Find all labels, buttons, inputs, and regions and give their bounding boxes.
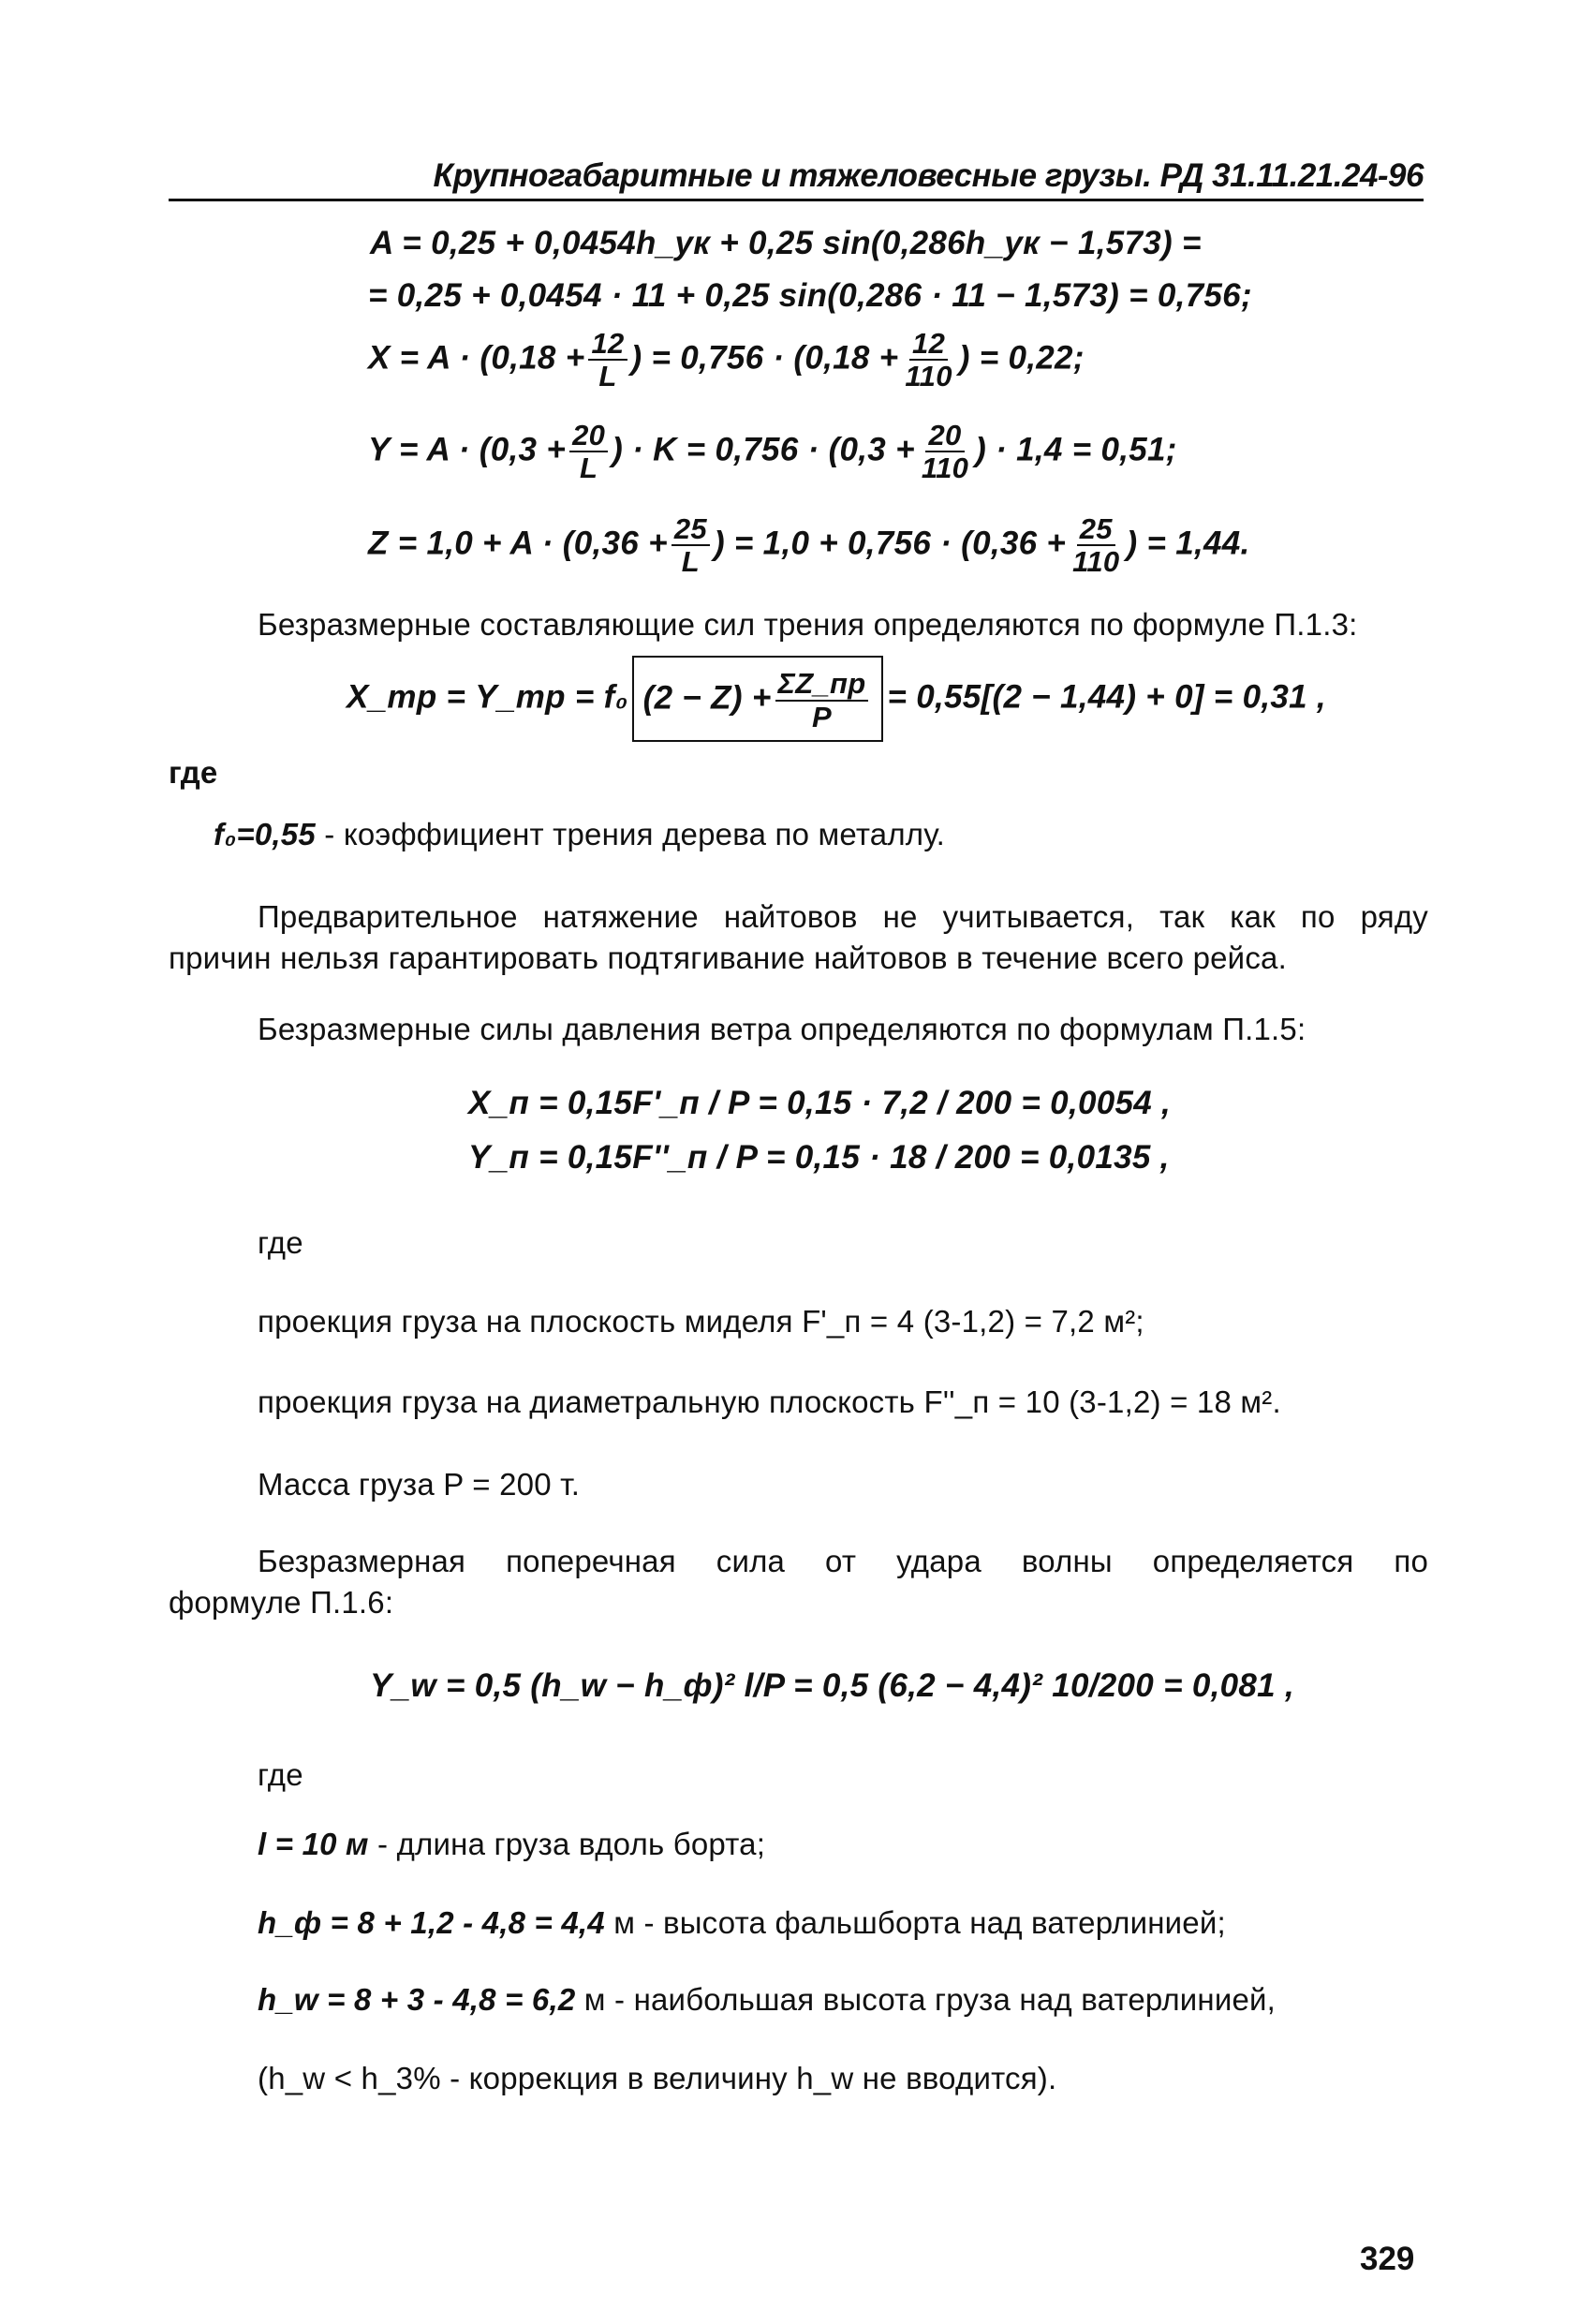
fraction-denominator: L [598,360,617,393]
equation-z [368,513,1250,578]
fraction [1070,513,1122,578]
equation-friction-part-b: = 0,55[(2 − 1,44) + 0] = 0,31 , [887,678,1326,716]
definition-f0 [214,817,945,852]
fraction [569,420,608,484]
equation-z-part-b: ) = 1,0 + 0,756 · (0,36 + [713,525,1067,562]
fraction [672,513,710,578]
equation-x-part-b: ) = 0,756 · (0,18 + [630,339,899,377]
definition-text: проекция груза на плоскость миделя [258,1304,793,1339]
fraction-numerator: 20 [569,420,608,452]
definition-diametral [258,1384,1281,1420]
definition-text: - коэффициент трения дерева по металлу. [324,817,946,851]
fraction-denominator: L [681,545,701,579]
header-rule [169,199,1424,201]
paragraph-wave-intro-line2: формуле П.1.6: [169,1585,394,1620]
definition-hf [258,1905,1226,1941]
definition-symbol: h_w = 8 + 3 - 4,8 = 6,2 [258,1982,576,2017]
where-label-1: где [169,755,218,790]
equation-x-part-c: ) = 0,22; [958,339,1085,377]
fraction-numerator: 12 [909,328,948,361]
definition-midship [258,1304,1144,1340]
paragraph-wind-intro: Безразмерные силы давления ветра определяются по формулам П.1.5: [258,1012,1306,1046]
fraction [775,668,869,733]
fraction-denominator: 110 [905,360,952,393]
equation-wave: Y_w = 0,5 (h_w − h_ф)² l/P = 0,5 (6,2 − 4,4)² 10/200 = 0,081 , [370,1667,1294,1704]
definition-value: F'_п = 4 (3-1,2) = 7,2 м²; [802,1304,1144,1339]
fraction [919,420,971,484]
equation-y-part-b: ) · K = 0,756 · (0,3 + [612,431,915,468]
fraction-numerator: 12 [588,328,627,361]
fraction-denominator: L [579,451,598,485]
equation-y-part-a: Y = A · (0,3 + [368,431,567,468]
where-label-2: где [258,1225,303,1260]
definition-text: м - высота фальшборта над ватерлинией; [613,1905,1226,1940]
equation-wind-line1: X_п = 0,15F'_п / P = 0,15 · 7,2 / 200 = 0,0054 , [468,1085,1172,1121]
definition-hw [258,1982,1276,2018]
bracket-group [632,656,884,742]
fraction [902,328,954,392]
page-number: 329 [1360,2241,1415,2277]
equation-z-part-c: ) = 1,44. [1126,525,1250,562]
definition-symbol: l = 10 м [258,1827,369,1861]
equation-a-line2: = 0,25 + 0,0454 · 11 + 0,25 sin(0,286 · 11 − 1,573) = 0,756; [368,277,1252,314]
paragraph-wave-intro-line1: Безразмерная поперечная сила от удара волны определяется по [258,1544,1428,1578]
paragraph-mass: Масса груза P = 200 т. [258,1467,581,1502]
fraction-denominator: P [812,700,833,733]
paragraph-friction-intro: Безразмерные составляющие сил трения определяются по формуле П.1.3: [258,607,1358,642]
equation-a-line1: A = 0,25 + 0,0454h_ук + 0,25 sin(0,286h_ук − 1,573) = [370,225,1202,261]
paragraph-pretension-line1: Предварительное натяжение найтовов не учитывается, так как по ряду [258,899,1428,934]
equation-wind-line2: Y_п = 0,15F''_п / P = 0,15 · 18 / 200 = 0,0135 , [468,1139,1170,1176]
fraction-denominator: 110 [1072,545,1120,579]
definition-text: проекция груза на диаметральную плоскость [258,1384,916,1419]
fraction-numerator: 25 [1077,513,1115,546]
definition-symbol: f₀=0,55 [214,817,316,851]
definition-symbol: h_ф = 8 + 1,2 - 4,8 = 4,4 [258,1905,605,1940]
running-header: Крупногабаритные и тяжеловесные грузы. РД 31.11.21.24-96 [433,157,1424,194]
definition-value: F''_п = 10 (3-1,2) = 18 м². [923,1384,1281,1419]
fraction-numerator: 20 [925,420,964,452]
equation-x [368,328,1085,392]
fraction [588,328,627,392]
definition-text: - длина груза вдоль борта; [377,1827,766,1861]
equation-friction-part-a: X_тр = Y_тр = f₀ [347,678,628,716]
paragraph-pretension-line2: причин нельзя гарантировать подтягивание найтовов в течение всего рейса. [169,940,1287,975]
where-label-3: где [258,1757,303,1792]
equation-x-part-a: X = A · (0,18 + [368,339,585,377]
definition-text: м - наибольшая высота груза над ватерлинией, [583,1982,1277,2017]
equation-y-part-c: ) · 1,4 = 0,51; [975,431,1177,468]
fraction-denominator: 110 [921,451,969,485]
equation-friction [347,656,1326,742]
equation-z-part-a: Z = 1,0 + A · (0,36 + [368,525,668,562]
definition-note: (h_w < h_3% - коррекция в величину h_w не вводится). [258,2061,1057,2095]
definition-l [258,1827,765,1862]
equation-y [368,420,1177,484]
fraction-numerator: ΣZ_пр [775,668,869,701]
fraction-numerator: 25 [672,513,710,546]
bracket-inner-text: (2 − Z) + [642,680,772,717]
